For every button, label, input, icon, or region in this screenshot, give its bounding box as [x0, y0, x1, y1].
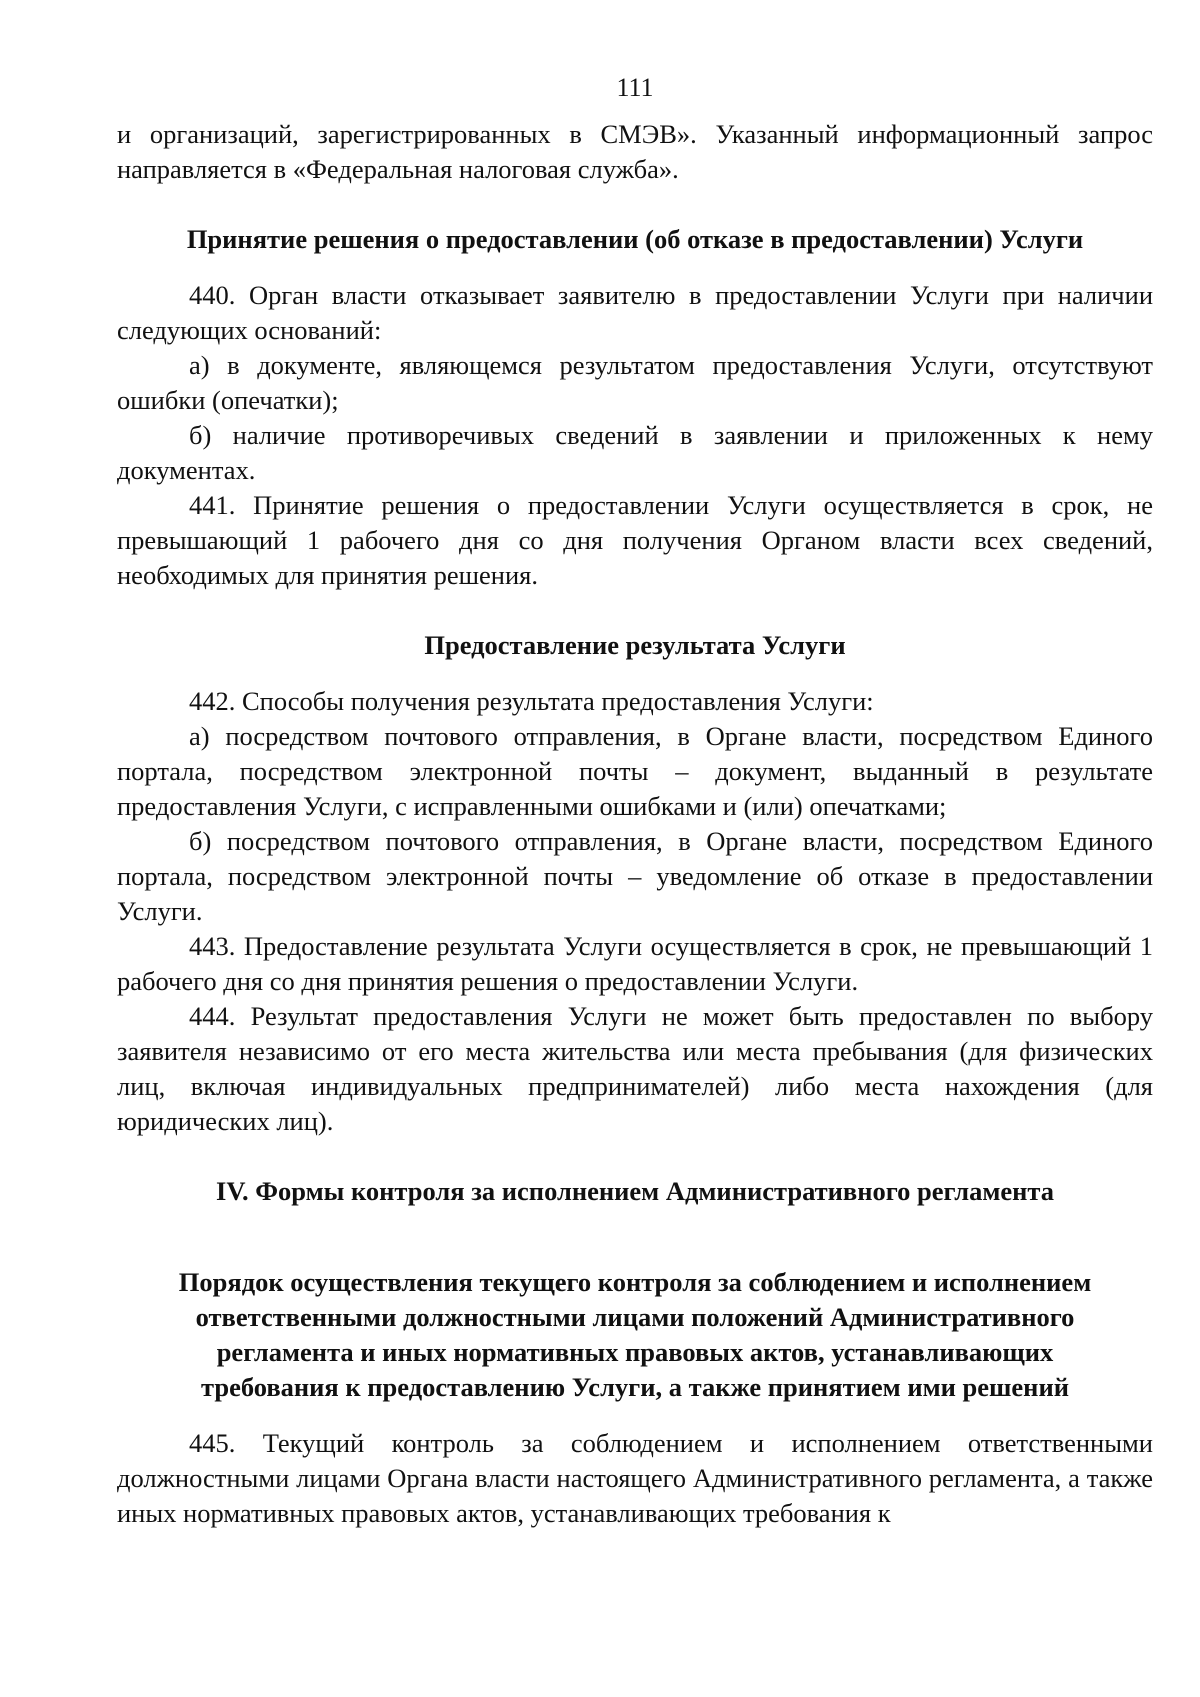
paragraph-443: 443. Предоставление результата Услуги осуществляется в срок, не превышающий 1 рабочего дня со дня принятия решения о предоставлении Услуги.	[117, 931, 1153, 996]
paragraph-440-a: а) в документе, являющемся результатом предоставления Услуги, отсутствуют ошибки (опечатки);	[117, 350, 1153, 415]
paragraph-442-b: б) посредством почтового отправления, в Органе власти, посредством Единого портала, посредством электронной почты – уведомление об отказе в предоставлении Услуги.	[117, 826, 1153, 926]
paragraph-444: 444. Результат предоставления Услуги не может быть предоставлен по выбору заявителя независимо от его места жительства или места пребывания (для физических лиц, включая индивидуальных предпринимателей) либо места нахождения (для юридических лиц).	[117, 1001, 1153, 1136]
heading-line-4: требования к предоставлению Услуги, а также принятием ими решений	[201, 1372, 1069, 1402]
heading-line-1: Порядок осуществления текущего контроля за соблюдением и исполнением	[178, 1267, 1092, 1297]
chapter-heading-control: IV. Формы контроля за исполнением Административного регламента	[216, 1176, 1054, 1206]
document-page	[117, 70, 1153, 1531]
paragraph-441: 441. Принятие решения о предоставлении Услуги осуществляется в срок, не превышающий 1 рабочего дня со дня получения Органом власти всех сведений, необходимых для принятия решения.	[117, 490, 1153, 590]
paragraph-442-a: а) посредством почтового отправления, в Органе власти, посредством Единого портала, посредством электронной почты – документ, выданный в результате предоставления Услуги, с исправленными ошибками и (или) опечатками;	[117, 721, 1153, 821]
section-heading-result: Предоставление результата Услуги	[424, 630, 846, 660]
paragraph-440-b: б) наличие противоречивых сведений в заявлении и приложенных к нему документах.	[117, 420, 1153, 485]
paragraph-continuation: и организаций, зарегистрированных в СМЭВ». Указанный информационный запрос направляется в «Федеральная налоговая служба».	[117, 119, 1153, 184]
heading-line-3: регламента и иных нормативных правовых актов, устанавливающих	[216, 1337, 1054, 1367]
page-number: 111	[616, 73, 654, 102]
paragraph-442: 442. Способы получения результата предоставления Услуги:	[189, 686, 874, 716]
paragraph-445: 445. Текущий контроль за соблюдением и исполнением ответственными должностными лицами Органа власти настоящего Административного регламента, а также иных нормативных правовых актов, устанавливающих требования к	[117, 1428, 1153, 1528]
heading-line-2: ответственными должностными лицами положений Административного	[195, 1302, 1075, 1332]
subsection-heading-current-control	[117, 1265, 1153, 1405]
paragraph-440: 440. Орган власти отказывает заявителю в предоставлении Услуги при наличии следующих оснований:	[117, 280, 1153, 345]
section-heading-decision: Принятие решения о предоставлении (об отказе в предоставлении) Услуги	[186, 224, 1084, 254]
